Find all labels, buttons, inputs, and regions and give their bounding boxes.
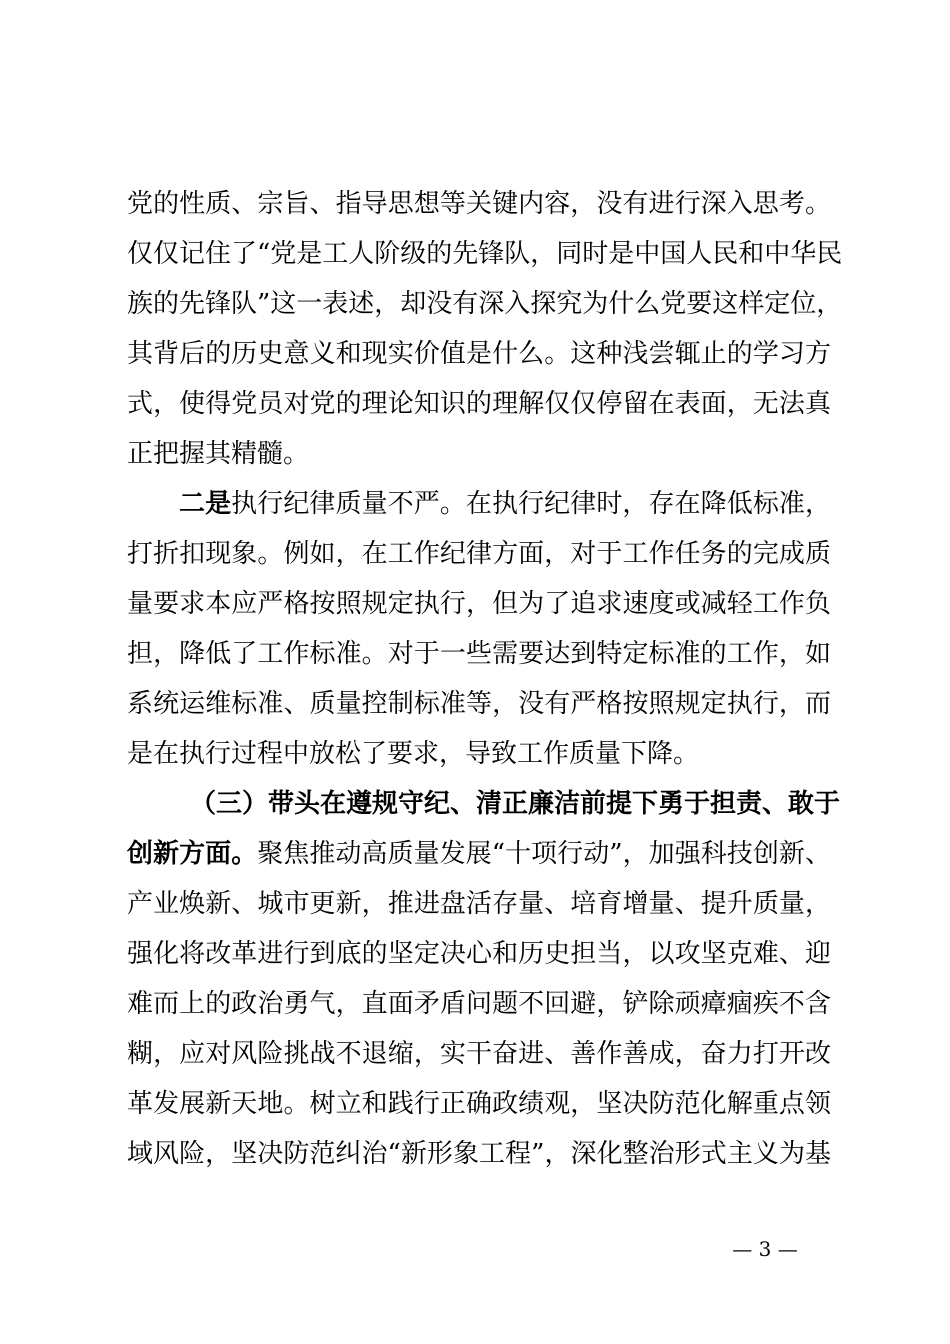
paragraph-line: 强化将改革进行到底的坚定决心和历史担当，以攻坚克难、迎 xyxy=(127,939,831,969)
section-heading: （三）带头在遵规守纪、清正廉洁前提下勇于担责、敢于 xyxy=(190,789,841,819)
paragraph-line: 族的先锋队”这一表述，却没有深入探究为什么党要这样定位， xyxy=(127,289,843,319)
paragraph-lead: 二是 xyxy=(179,489,232,519)
paragraph-line: 仅仅记住了“党是工人阶级的先锋队，同时是中国人民和中华民 xyxy=(127,239,843,269)
paragraph-line: 担，降低了工作标准。对于一些需要达到特定标准的工作，如 xyxy=(127,639,831,669)
paragraph-line: 系统运维标准、质量控制标准等，没有严格按照规定执行，而 xyxy=(127,689,831,719)
paragraph-line: 量要求本应严格按照规定执行，但为了追求速度或减轻工作负 xyxy=(127,589,831,619)
page-number: — 3 — xyxy=(732,1237,798,1261)
paragraph-line: 域风险，坚决防范纠治“新形象工程”，深化整治形式主义为基 xyxy=(127,1139,831,1169)
paragraph-line: 党的性质、宗旨、指导思想等关键内容，没有进行深入思考。 xyxy=(127,189,831,219)
paragraph-line: 革发展新天地。树立和践行正确政绩观，坚决防范化解重点领 xyxy=(127,1089,831,1119)
paragraph-line: 式，使得党员对党的理论知识的理解仅仅停留在表面，无法真 xyxy=(127,389,831,419)
section-heading-tail: 创新方面。 xyxy=(127,839,258,869)
paragraph-first-line xyxy=(179,484,831,524)
paragraph-line: 正把握其精髓。 xyxy=(127,439,310,469)
paragraph-line: 打折扣现象。例如，在工作纪律方面，对于工作任务的完成质 xyxy=(127,539,831,569)
paragraph-text: 聚焦推动高质量发展“十项行动”，加强科技创新、 xyxy=(257,839,831,869)
paragraph-line: 产业焕新、城市更新，推进盘活存量、培育增量、提升质量， xyxy=(127,889,831,919)
paragraph-line: 其背后的历史意义和现实价值是什么。这种浅尝辄止的学习方 xyxy=(127,339,831,369)
paragraph-text: 执行纪律质量不严。在执行纪律时，存在降低标准， xyxy=(231,489,831,519)
paragraph-line: 是在执行过程中放松了要求，导致工作质量下降。 xyxy=(127,739,700,769)
section-heading-line xyxy=(127,834,831,874)
paragraph-line: 糊，应对风险挑战不退缩，实干奋进、善作善成，奋力打开改 xyxy=(127,1039,831,1069)
paragraph-line: 难而上的政治勇气，直面矛盾问题不回避，铲除顽瘴痼疾不含 xyxy=(127,989,831,1019)
